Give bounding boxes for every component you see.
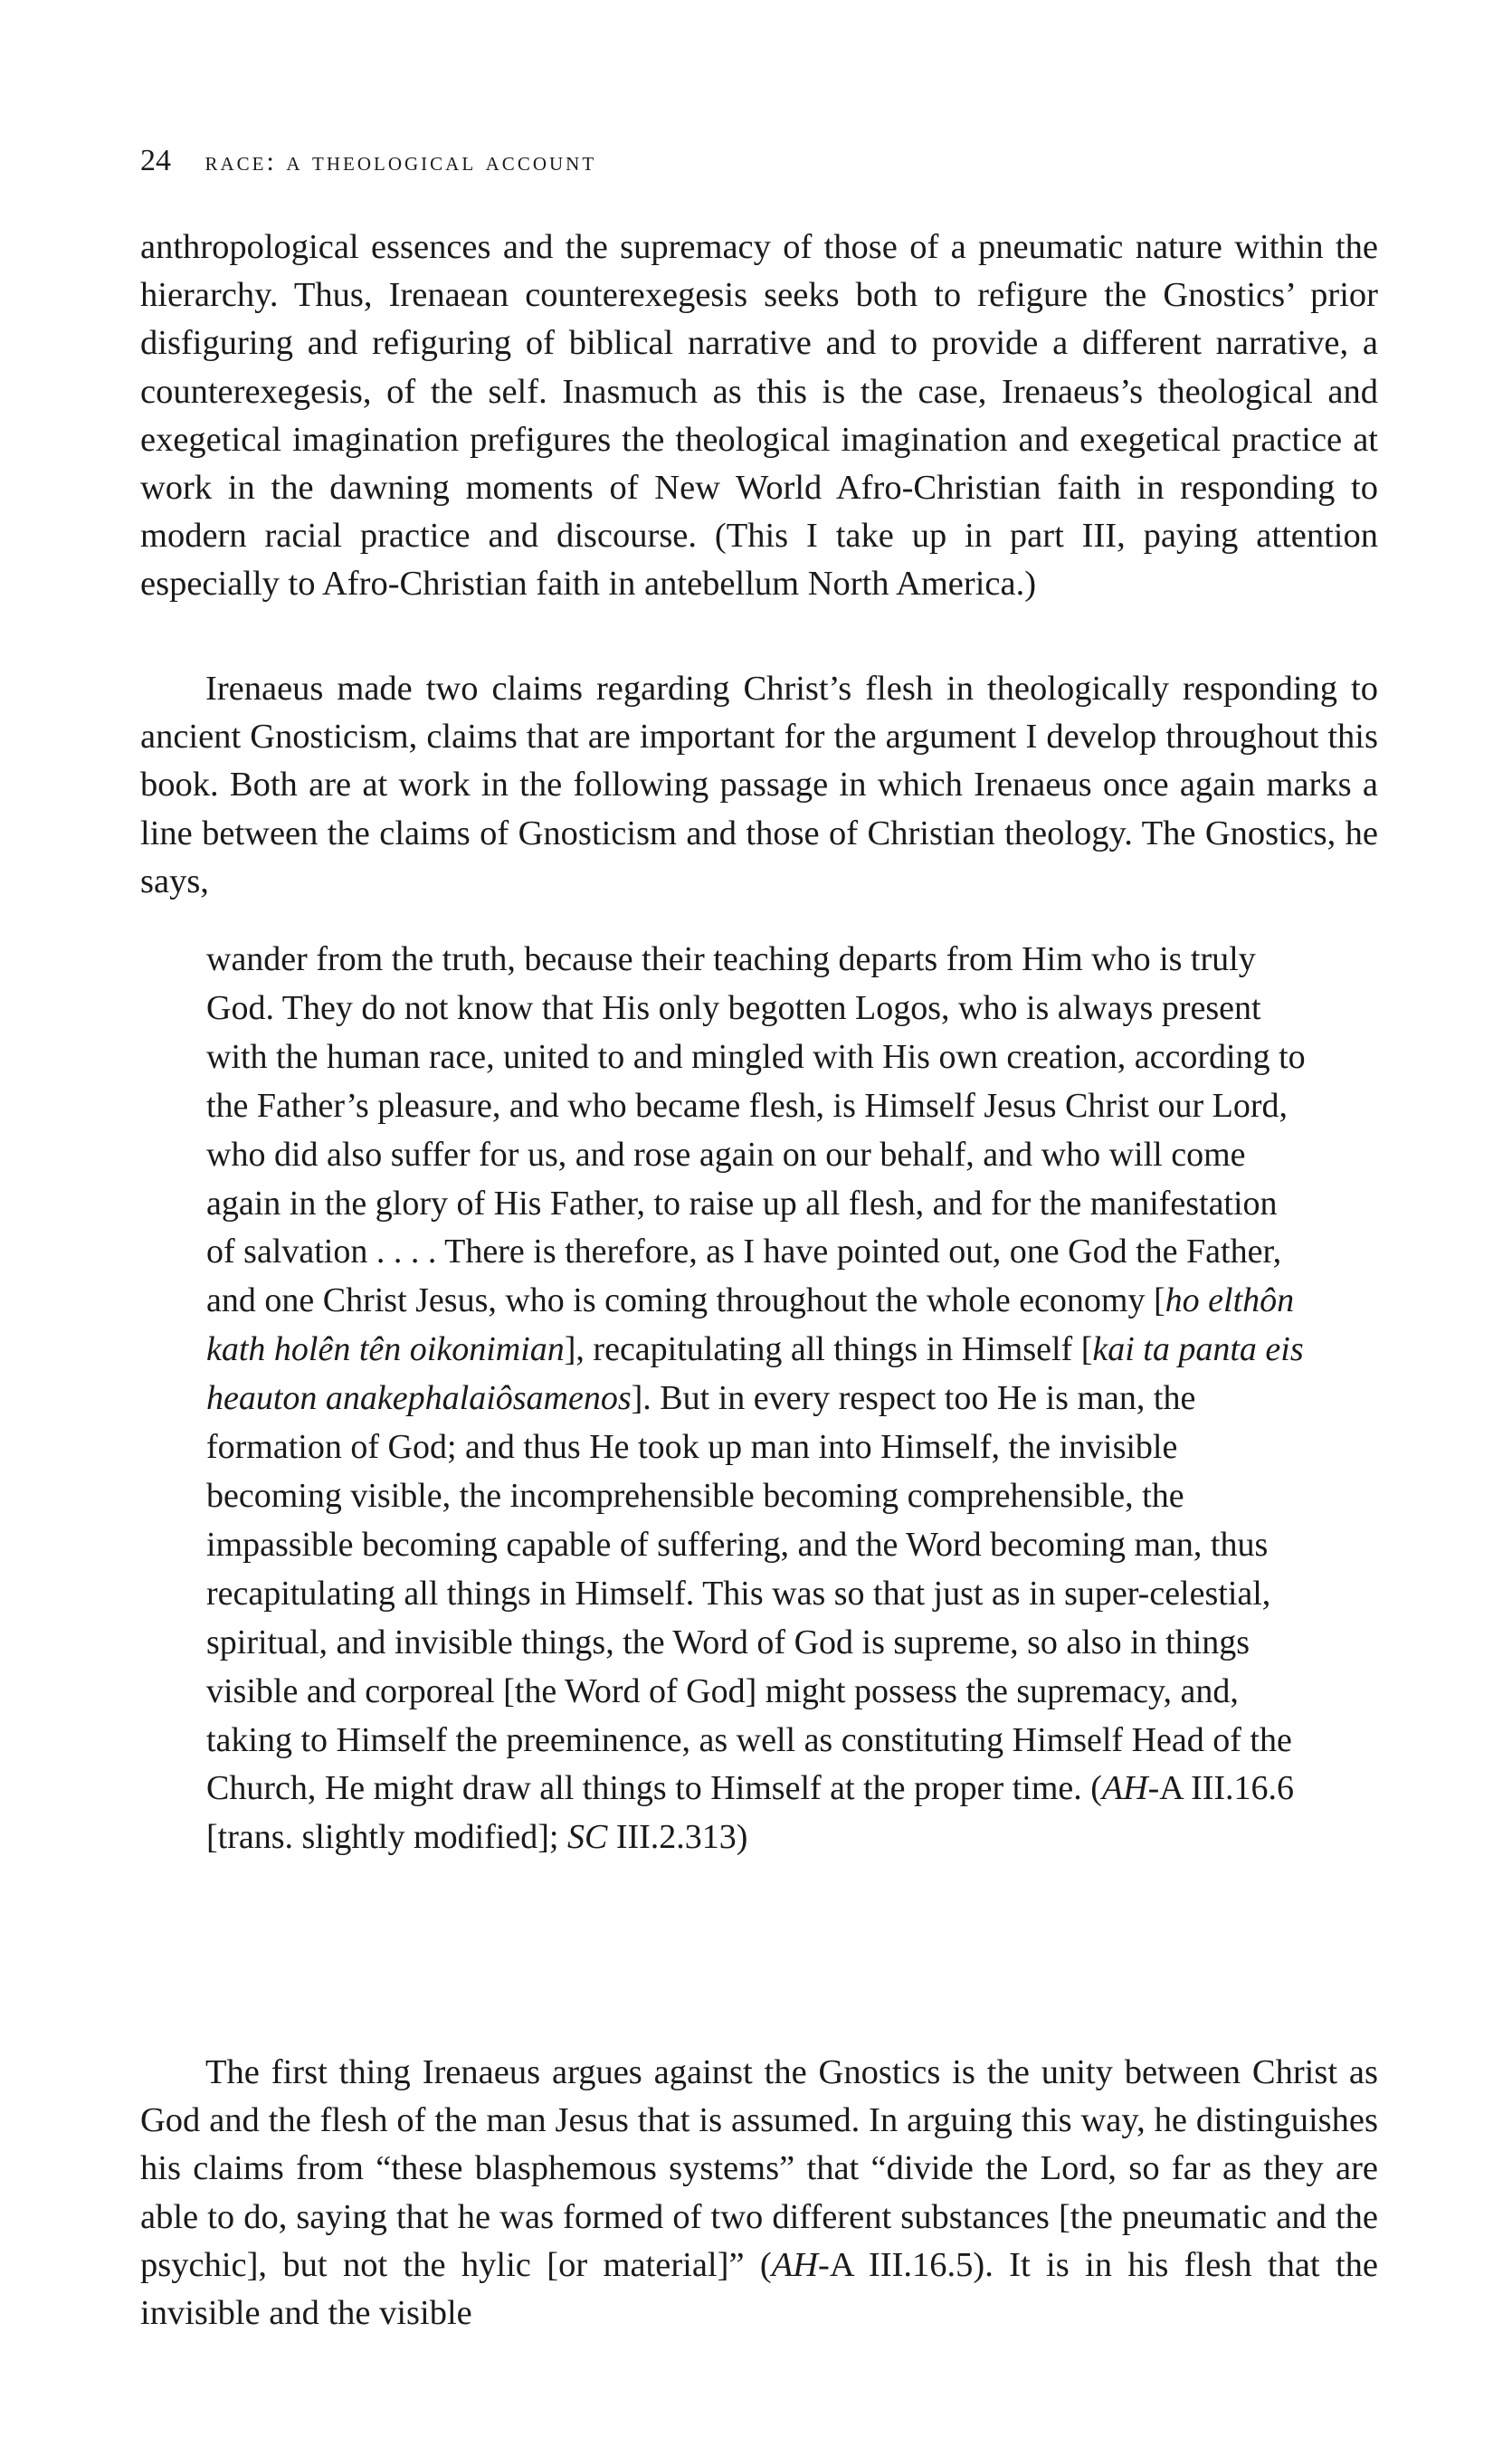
citation-abbrev-sc: SC bbox=[566, 1818, 608, 1857]
paragraph-3-text-2: -A III.16.5). It is in his flesh that the invisible and the visible bbox=[140, 2245, 1378, 2333]
running-head bbox=[140, 143, 596, 180]
paragraph-3-text-1: The first thing Irenaeus argues against the Gnostics is the unity between Christ as God and the flesh of the man Jesus that is assumed. In arguing this way, he distinguishes his claims from “these blasphemous systems” that “divide the Lord, so far as they are able to do, saying that he was formed of two different substances [the pneumatic and the psychic], but not the hylic [or material]” ( bbox=[140, 2053, 1378, 2284]
quote-text-1: wander from the truth, because their teaching departs from Him who is truly God. They do not know that His only begotten Logos, who is always present with the human race, united to and mingled with His own creation, according to the Father’s pleasure, and who became flesh, is Himself Jesus Christ our Lord, who did also suffer for us, and rose again on our behalf, and who will come again in the glory of His Father, to raise up all flesh, and for the manifestation of salvation . . . . There is therefore, as I have pointed out, one God the Father, and one Christ Jesus, who is coming throughout the whole economy [ bbox=[206, 940, 1306, 1320]
page-number: 24 bbox=[140, 144, 171, 177]
quote-text-3: ]. But in every respect too He is man, the formation of God; and thus He took up man into Himself, the invisible becoming visible, the incomprehensible becoming comprehensible, the impassible becoming capable of suffering, and the Word becoming man, thus recapitulating all things in Himself. This was so that just as in super-celestial, spiritual, and invisible things, the Word of God is supreme, so also in things visible and corporeal [the Word of God] might possess the supremacy, and, taking to Himself the preeminence, as well as constituting Himself Head of the Church, He might draw all things to Himself at the proper time. ( bbox=[206, 1379, 1292, 1808]
paragraph-1 bbox=[140, 224, 1378, 609]
greek-phrase-2: kai ta panta eis heauton anakephalaiôsamenos bbox=[206, 1330, 1304, 1418]
running-title: race: a theological account bbox=[204, 147, 597, 176]
citation-sc-rest: III.2.313) bbox=[607, 1818, 748, 1857]
paragraph-1-text: anthropological essences and the supremacy of those of a pneumatic nature within the hierarchy. Thus, Irenaean counterexegesis seeks both to refigure the Gnostics’ prior disfiguring and refiguring of biblical narrative and to provide a different narrative, a counterexegesis, of the self. Inasmuch as this is the case, Irenaeus’s theological and exegetical imagination prefigures the theological imagination and exegetical practice at work in the dawning moments of New World Afro-Christian faith in responding to modern racial practice and discourse. (This I take up in part III, paying attention especially to Afro-Christian faith in antebellum North America.) bbox=[140, 228, 1378, 604]
citation-abbrev-ah: AH bbox=[1101, 1769, 1148, 1808]
citation-ah-rest: -A III.16.6 [trans. slightly modified]; bbox=[206, 1769, 1295, 1857]
paragraph-2-text: Irenaeus made two claims regarding Christ’s flesh in theologically responding to ancient Gnosticism, claims that are important for the argument I develop throughout this book. Both are at work in the following passage in which Irenaeus once again marks a line between the claims of Gnosticism and those of Christian theology. The Gnostics, he says, bbox=[140, 670, 1378, 900]
quote-text-2: ], recapitulating all things in Himself [ bbox=[564, 1330, 1093, 1369]
block-quote bbox=[206, 936, 1312, 1862]
paragraph-2 bbox=[140, 665, 1378, 906]
paragraph-3 bbox=[140, 2049, 1378, 2337]
citation-abbrev-ah-2: AH bbox=[771, 2245, 819, 2284]
greek-phrase-1: ho elthôn kath holên tên oikonimian bbox=[206, 1281, 1295, 1369]
